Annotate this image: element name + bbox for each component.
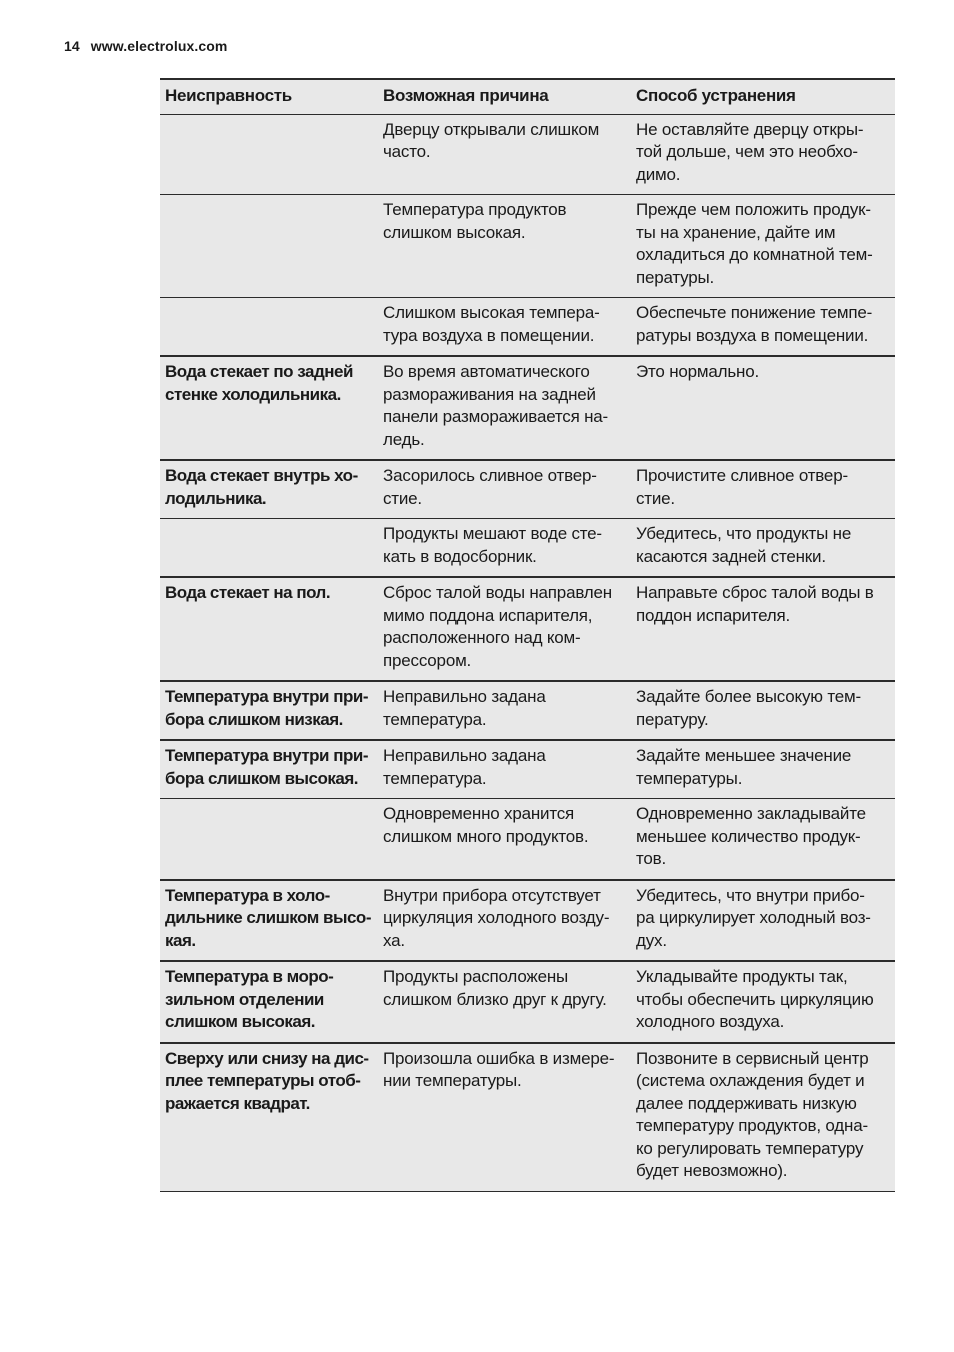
table-row xyxy=(160,740,895,799)
cell-text-line: Температура внутри при- xyxy=(165,687,368,706)
solution-cell xyxy=(632,681,895,740)
page-header xyxy=(64,38,227,54)
problem-cell xyxy=(160,519,379,578)
cause-cell xyxy=(379,799,632,880)
cell-text-line: поддон испарителя. xyxy=(636,605,791,625)
cause-cell xyxy=(379,519,632,578)
solution-cell xyxy=(632,298,895,357)
problem-cell xyxy=(160,356,379,460)
cell-text-line: Продукты мешают воде сте- xyxy=(383,524,602,543)
cell-text-line: охладиться до комнатной тем- xyxy=(636,245,873,264)
cell-text-line: пературу. xyxy=(636,709,709,729)
cell-text-line: тура воздуха в помещении. xyxy=(383,325,595,345)
cell-text-line: Засорилось сливное отвер- xyxy=(383,466,597,485)
cell-text-line: слишком много продуктов. xyxy=(383,826,589,846)
cause-cell xyxy=(379,195,632,298)
problem-cell xyxy=(160,195,379,298)
cell-text-line: ты на хранение, дайте им xyxy=(636,222,836,242)
table-header-row xyxy=(160,79,895,114)
site-url: www.electrolux.com xyxy=(90,38,228,54)
solution-cell xyxy=(632,799,895,880)
solution-cell xyxy=(632,356,895,460)
cell-text-line: стие. xyxy=(383,488,422,508)
cell-text-line: Вода стекает на пол. xyxy=(165,583,331,602)
cell-text-line: циркуляция холодного возду- xyxy=(383,908,610,927)
problem-cell xyxy=(160,114,379,195)
cell-text-line: Убедитесь, что продукты не xyxy=(636,524,852,543)
cell-text-line: ратуры воздуха в помещении. xyxy=(636,325,869,345)
table-row xyxy=(160,114,895,195)
table-body xyxy=(160,114,895,1191)
cell-text-line: Продукты расположены xyxy=(383,967,569,986)
cell-text-line: ха. xyxy=(383,930,405,950)
cell-text-line: Одновременно закладывайте xyxy=(636,804,866,823)
cell-text-line: слишком высокая. xyxy=(383,222,526,242)
cell-text-line: Сверху или снизу на дис- xyxy=(165,1048,369,1068)
problem-cell xyxy=(160,961,379,1043)
column-header-cause: Возможная причина xyxy=(379,79,632,114)
cell-text-line: Направьте сброс талой воды в xyxy=(636,583,874,602)
cell-text-line: Сброс талой воды направлен xyxy=(383,583,612,602)
cell-text-line: Неправильно задана xyxy=(383,687,546,706)
table-row xyxy=(160,577,895,681)
cause-cell xyxy=(379,298,632,357)
cell-text-line: плее температуры отоб- xyxy=(165,1071,361,1090)
cell-text-line: стие. xyxy=(636,488,675,508)
solution-cell xyxy=(632,1043,895,1192)
cause-cell xyxy=(379,880,632,962)
cell-text-line: слишком близко друг к другу. xyxy=(383,989,607,1009)
problem-cell xyxy=(160,740,379,799)
cell-text-line: лодильника. xyxy=(165,488,267,508)
cell-text-line: Температура продуктов xyxy=(383,200,567,219)
solution-cell xyxy=(632,577,895,681)
cell-text-line: Убедитесь, что внутри прибо- xyxy=(636,885,865,905)
troubleshooting-table xyxy=(160,78,895,1192)
cause-cell xyxy=(379,1043,632,1192)
table-row xyxy=(160,195,895,298)
cell-text-line: температуры. xyxy=(636,768,743,788)
cell-text-line: пературы. xyxy=(636,267,715,287)
cause-cell xyxy=(379,681,632,740)
problem-cell xyxy=(160,460,379,519)
problem-cell xyxy=(160,1043,379,1192)
cell-text-line: температура. xyxy=(383,709,487,729)
cell-text-line: Укладывайте продукты так, xyxy=(636,967,848,986)
cell-text-line: димо. xyxy=(636,164,681,184)
cause-cell xyxy=(379,740,632,799)
cell-text-line: Обеспечьте понижение темпе- xyxy=(636,303,873,322)
cell-text-line: той дольше, чем это необхо- xyxy=(636,142,858,161)
cell-text-line: панели размораживается на- xyxy=(383,407,609,426)
cell-text-line: стенке холодильника. xyxy=(165,384,341,404)
cell-text-line: будет невозможно). xyxy=(636,1161,788,1180)
cell-text-line: ледь. xyxy=(383,429,425,449)
cause-cell xyxy=(379,961,632,1043)
table-row xyxy=(160,298,895,357)
problem-cell xyxy=(160,298,379,357)
cell-text-line: Задайте более высокую тем- xyxy=(636,687,861,706)
table-row xyxy=(160,356,895,460)
cell-text-line: дух. xyxy=(636,930,667,950)
cell-text-line: (система охлаждения будет и xyxy=(636,1071,865,1090)
cell-text-line: Прочистите сливное отвер- xyxy=(636,466,848,485)
cell-text-line: далее поддерживать низкую xyxy=(636,1093,857,1113)
solution-cell xyxy=(632,740,895,799)
cell-text-line: расположенного над ком- xyxy=(383,628,581,647)
cell-text-line: ра циркулирует холодный воз- xyxy=(636,908,871,927)
cause-cell xyxy=(379,356,632,460)
cell-text-line: прессором. xyxy=(383,650,472,670)
table-row xyxy=(160,799,895,880)
cell-text-line: Внутри прибора отсутствует xyxy=(383,885,601,905)
problem-cell xyxy=(160,799,379,880)
cell-text-line: Температура внутри при- xyxy=(165,746,368,765)
solution-cell xyxy=(632,961,895,1043)
cell-text-line: Это нормально. xyxy=(636,362,759,381)
cell-text-line: размораживания на задней xyxy=(383,384,596,404)
solution-cell xyxy=(632,195,895,298)
cell-text-line: мимо поддона испарителя, xyxy=(383,605,593,625)
cell-text-line: Прежде чем положить продук- xyxy=(636,200,871,219)
solution-cell xyxy=(632,460,895,519)
cell-text-line: Одновременно хранится xyxy=(383,804,575,823)
cause-cell xyxy=(379,114,632,195)
cell-text-line: Слишком высокая темпера- xyxy=(383,303,600,322)
cell-text-line: Произошла ошибка в измере- xyxy=(383,1048,615,1068)
cell-text-line: дильнике слишком высо- xyxy=(165,908,371,927)
table-row xyxy=(160,880,895,962)
solution-cell xyxy=(632,114,895,195)
cell-text-line: слишком высокая. xyxy=(165,1012,316,1031)
page-number: 14 xyxy=(64,38,80,54)
problem-cell xyxy=(160,880,379,962)
cell-text-line: Позвоните в сервисный центр xyxy=(636,1048,869,1068)
cell-text-line: ко регулировать температуру xyxy=(636,1138,864,1158)
table-row xyxy=(160,961,895,1043)
cell-text-line: Дверцу открывали слишком xyxy=(383,119,600,139)
cell-text-line: Не оставляйте дверцу откры- xyxy=(636,119,864,139)
cell-text-line: температуру продуктов, одна- xyxy=(636,1116,868,1135)
cell-text-line: бора слишком низкая. xyxy=(165,709,343,729)
cell-text-line: холодного воздуха. xyxy=(636,1012,785,1031)
solution-cell xyxy=(632,519,895,578)
cell-text-line: чтобы обеспечить циркуляцию xyxy=(636,989,874,1009)
cell-text-line: Вода стекает внутрь хо- xyxy=(165,466,358,485)
cause-cell xyxy=(379,577,632,681)
table-row xyxy=(160,681,895,740)
cell-text-line: Задайте меньшее значение xyxy=(636,746,852,765)
cell-text-line: нии температуры. xyxy=(383,1071,522,1090)
cell-text-line: Вода стекает по задней xyxy=(165,362,353,381)
cell-text-line: ражается квадрат. xyxy=(165,1093,310,1113)
cell-text-line: зильном отделении xyxy=(165,989,324,1009)
cell-text-line: Во время автоматического xyxy=(383,362,590,381)
table-row xyxy=(160,460,895,519)
cause-cell xyxy=(379,460,632,519)
cell-text-line: Неправильно задана xyxy=(383,746,546,765)
cell-text-line: бора слишком высокая. xyxy=(165,768,358,788)
column-header-solution: Способ устранения xyxy=(632,79,895,114)
cell-text-line: температура. xyxy=(383,768,487,788)
cell-text-line: кать в водосборник. xyxy=(383,546,537,566)
problem-cell xyxy=(160,577,379,681)
cell-text-line: Температура в холо- xyxy=(165,885,330,905)
cell-text-line: тов. xyxy=(636,849,667,868)
solution-cell xyxy=(632,880,895,962)
cell-text-line: касаются задней стенки. xyxy=(636,546,826,566)
table-row xyxy=(160,519,895,578)
column-header-problem: Неисправность xyxy=(160,79,379,114)
problem-cell xyxy=(160,681,379,740)
cell-text-line: меньшее количество продук- xyxy=(636,826,861,846)
table-row xyxy=(160,1043,895,1192)
cell-text-line: кая. xyxy=(165,930,196,950)
cell-text-line: часто. xyxy=(383,142,431,161)
cell-text-line: Температура в моро- xyxy=(165,967,334,986)
